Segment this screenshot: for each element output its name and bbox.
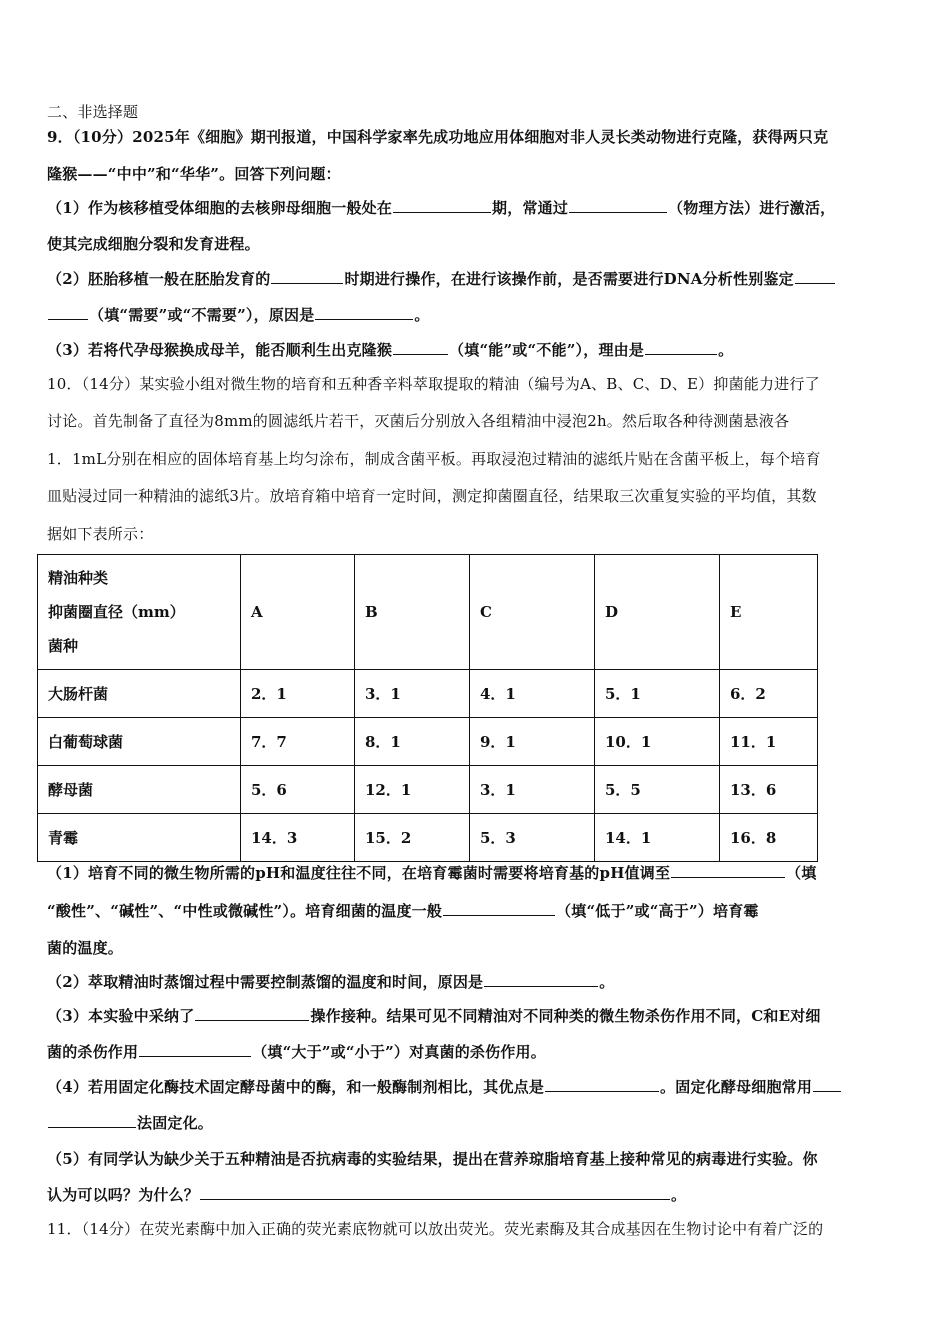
q10-part4-line [47, 1077, 907, 1097]
q10-line-4: 皿贴浸过同一种精油的滤纸3片。放培育箱中培育一定时间，测定抑菌圈直径，结果取三次重复实验的平均值，其数 [47, 487, 817, 505]
row-label: 大肠杆菌 [38, 670, 241, 718]
table-cell: 2．1 [241, 670, 355, 718]
row-label: 青霉 [38, 814, 241, 862]
column-header: E [720, 555, 818, 670]
table-cell: 5．5 [595, 766, 720, 814]
table-cell: 5．3 [470, 814, 595, 862]
table-cell: 9．1 [470, 718, 595, 766]
q9-line-1: 9．（10分）2025年《细胞》期刊报道，中国科学家率先成功地应用体细胞对非人灵长类动物进行克隆，获得两只克 [47, 128, 829, 146]
table-cell: 12．1 [355, 766, 470, 814]
answer-blank[interactable] [393, 198, 491, 213]
answer-blank[interactable] [645, 340, 717, 355]
q9-part3-text-c: 。 [718, 341, 734, 359]
q10-part2-text-a: （2）萃取精油时蒸馏过程中需要控制蒸馏的温度和时间，原因是 [47, 973, 484, 991]
q9-part2-text-a: （2）胚胎移植一般在胚胎发育的 [47, 270, 271, 288]
table-corner-cell [38, 555, 241, 670]
q10-part3-text-a: （3）本实验中采纳了 [47, 1007, 195, 1025]
answer-blank[interactable] [48, 1113, 136, 1128]
table-cell: 14．1 [595, 814, 720, 862]
q10-part1-line [47, 863, 907, 883]
column-header: B [355, 555, 470, 670]
table-cell: 3．1 [355, 670, 470, 718]
q10-part4-text-a: （4）若用固定化酶技术固定酵母菌中的酶，和一般酶制剂相比，其优点是 [47, 1078, 545, 1096]
table-cell: 3．1 [470, 766, 595, 814]
answer-blank[interactable] [484, 972, 598, 987]
q9-part1-text-c: （物理方法）进行激活， [668, 199, 836, 217]
q9-part3-text-b: （填“能”或“不能”），理由是 [449, 341, 645, 359]
q9-part1-text-a: （1）作为核移植受体细胞的去核卵母细胞一般处在 [47, 199, 393, 217]
table-cell: 13．6 [720, 766, 818, 814]
q10-line-5: 据如下表所示： [47, 525, 154, 543]
header-zone-diameter: 抑菌圈直径（mm） [48, 603, 185, 621]
q9-part1-line [47, 198, 907, 218]
row-label: 白葡萄球菌 [38, 718, 241, 766]
q9-part2-cont [47, 305, 907, 325]
answer-blank[interactable] [813, 1077, 841, 1092]
q10-line-1: 10．（14分）某实验小组对微生物的培育和五种香辛料萃取提取的精油（编号为A、B、C、D、E）抑菌能力进行了 [47, 375, 820, 393]
q9-part3-line [47, 340, 907, 360]
table-cell: 6．2 [720, 670, 818, 718]
column-header: C [470, 555, 595, 670]
answer-blank[interactable] [671, 863, 785, 878]
table-row [38, 814, 818, 862]
q10-part1-text-b: （填 [786, 864, 817, 882]
q10-part3-cont [47, 1042, 907, 1062]
q10-part4-cont [47, 1113, 907, 1133]
row-label: 酵母菌 [38, 766, 241, 814]
table-cell: 16．8 [720, 814, 818, 862]
answer-blank[interactable] [795, 269, 835, 284]
header-strain: 菌种 [48, 637, 79, 655]
answer-blank[interactable] [443, 901, 555, 916]
q10-part3-text-c: 菌的杀伤作用 [47, 1043, 139, 1061]
q10-part4-text-b: 。固定化酵母细胞常用 [660, 1078, 813, 1096]
q11-line-1: 11．（14分）在荧光素酶中加入正确的荧光素底物就可以放出荧光。荧光素酶及其合成基因在生物讨论中有着广泛的 [47, 1220, 824, 1238]
q10-part1-text-d: （填“低于”或“高于”）培育霉 [556, 902, 759, 920]
q9-part2-text-c: （填“需要”或“不需要”），原因是 [89, 306, 315, 324]
q9-part2-line [47, 269, 907, 289]
q10-line-2: 讨论。首先制备了直径为8mm的圆滤纸片若干，灭菌后分别放入各组精油中浸泡2h。然后取各种待测菌悬液各 [47, 412, 790, 430]
q10-part3-text-d: （填“大于”或“小于”）对真菌的杀伤作用。 [252, 1043, 546, 1061]
table-cell: 8．1 [355, 718, 470, 766]
section-title: 二、非选择题 [47, 103, 139, 121]
answer-blank[interactable] [271, 269, 343, 284]
table-cell: 11．1 [720, 718, 818, 766]
answer-blank[interactable] [139, 1042, 251, 1057]
q10-part1-end: 菌的温度。 [47, 939, 124, 957]
table-row [38, 766, 818, 814]
table-cell: 5．6 [241, 766, 355, 814]
q10-part1-text-c: “酸性”、“碱性”、“中性或微碱性”）。培育细菌的温度一般 [47, 902, 443, 920]
antibacterial-table [37, 554, 818, 862]
q10-part3-text-b: 操作接种。结果可见不同精油对不同种类的微生物杀伤作用不同，C和E对细 [310, 1007, 821, 1025]
q9-part2-text-b: 时期进行操作，在进行该操作前，是否需要进行DNA分析性别鉴定 [344, 270, 794, 288]
q10-part5-line: （5）有同学认为缺少关于五种精油是否抗病毒的实验结果，提出在营养琼脂培育基上接种常见的病毒进行实验。你 [47, 1150, 818, 1168]
table-row [38, 670, 818, 718]
table-row [38, 718, 818, 766]
answer-blank[interactable] [393, 340, 448, 355]
column-header: D [595, 555, 720, 670]
q10-part2-line [47, 972, 907, 992]
q9-part1-cont: 使其完成细胞分裂和发育进程。 [47, 235, 260, 253]
table-cell: 10．1 [595, 718, 720, 766]
q10-part3-line [47, 1006, 907, 1026]
q10-line-3: 1．1mL分别在相应的固体培育基上均匀涂布，制成含菌平板。再取浸泡过精油的滤纸片贴在含菌平板上，每个培育 [47, 450, 821, 468]
q10-part5-text-c: 。 [671, 1186, 687, 1204]
column-header: A [241, 555, 355, 670]
q9-line-2: 隆猴——“中中”和“华华”。回答下列问题： [47, 165, 341, 183]
answer-blank[interactable] [545, 1077, 659, 1092]
answer-blank[interactable] [200, 1185, 670, 1200]
q10-part1-text-a: （1）培育不同的微生物所需的pH和温度往往不同，在培育霉菌时需要将培育基的pH值调至 [47, 864, 671, 882]
q10-part2-text-b: 。 [599, 973, 615, 991]
table-cell: 15．2 [355, 814, 470, 862]
table-cell: 4．1 [470, 670, 595, 718]
answer-blank[interactable] [48, 305, 88, 320]
table-cell: 14．3 [241, 814, 355, 862]
q10-part5-cont [47, 1185, 907, 1205]
table-header-row [38, 555, 818, 670]
header-essential-oil: 精油种类 [48, 569, 109, 587]
answer-blank[interactable] [315, 305, 413, 320]
q9-part2-text-d: 。 [414, 306, 430, 324]
q10-part5-text-b: 认为可以吗？为什么？ [47, 1186, 200, 1204]
q10-part1-cont [47, 901, 907, 921]
answer-blank[interactable] [569, 198, 667, 213]
table-cell: 5．1 [595, 670, 720, 718]
q9-part1-text-b: 期，常通过 [492, 199, 569, 217]
table-cell: 7．7 [241, 718, 355, 766]
q9-part3-text-a: （3）若将代孕母猴换成母羊，能否顺利生出克隆猴 [47, 341, 393, 359]
q10-part4-text-c: 法固定化。 [137, 1114, 214, 1132]
answer-blank[interactable] [195, 1006, 309, 1021]
